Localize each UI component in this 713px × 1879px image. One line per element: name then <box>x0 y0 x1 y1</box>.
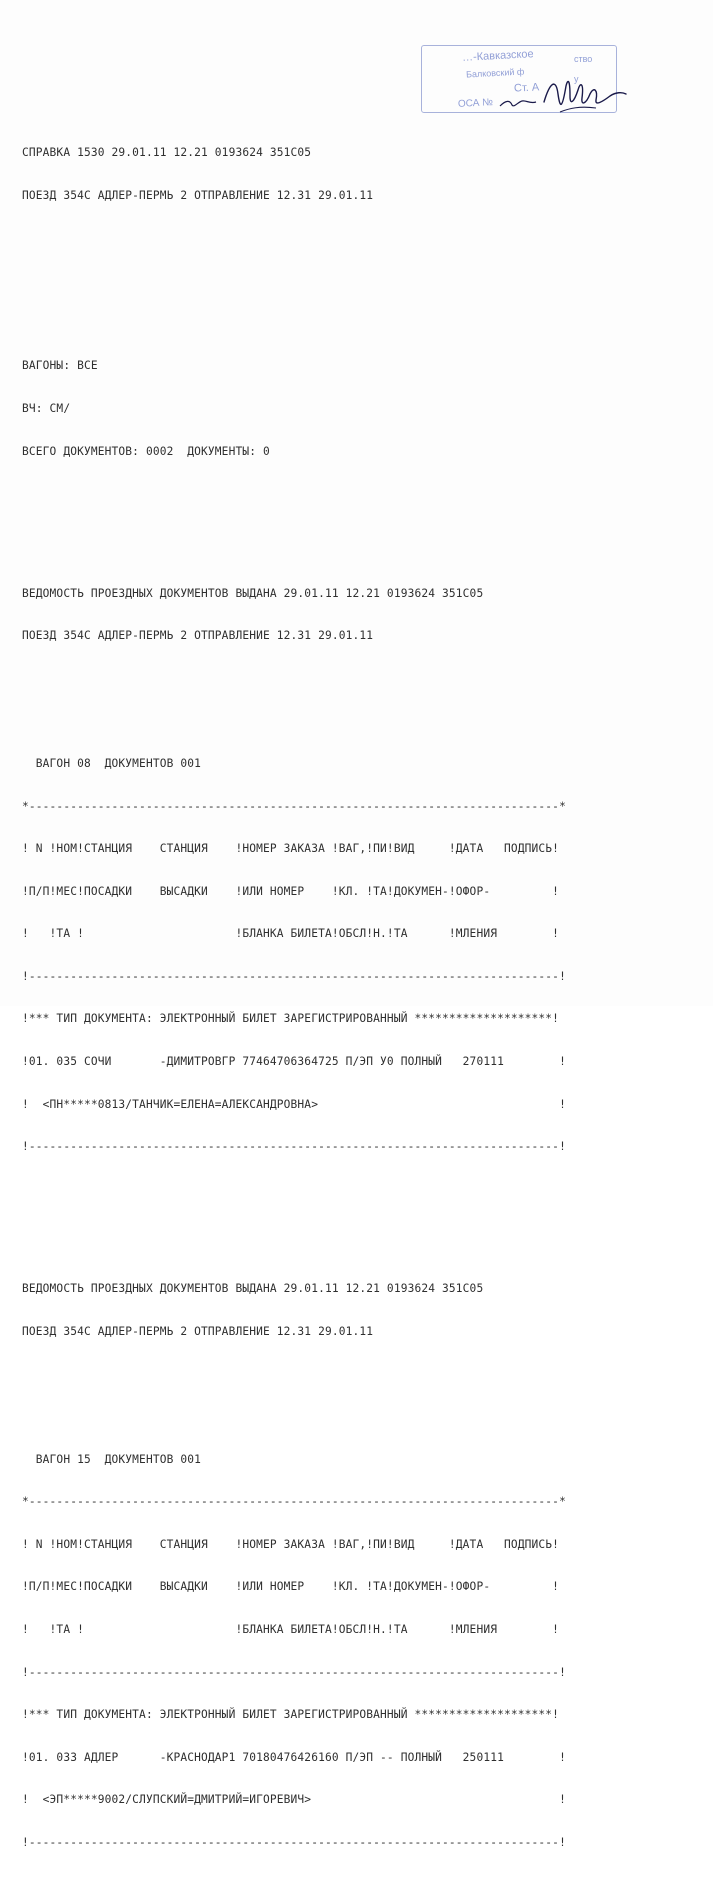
table-border: *-----------------------------------------------------------------------------* <box>22 1495 566 1509</box>
statement-line: ВЕДОМОСТЬ ПРОЕЗДНЫХ ДОКУМЕНТОВ ВЫДАНА 29.01.11 12.21 0193624 351С05 <box>22 1282 484 1296</box>
table-border: !-----------------------------------------------------------------------------! <box>22 1665 566 1679</box>
table-border: !-----------------------------------------------------------------------------! <box>22 1835 566 1849</box>
stamp-line: у <box>574 74 579 84</box>
table-row: !01. 033 АДЛЕР -КРАСНОДАР1 70180476426160 П/ЭП -- ПОЛНЫЙ 250111 ! <box>22 1750 566 1764</box>
table-row: !01. 035 СОЧИ -ДИМИТРОВГР 77464706364725 П/ЭП У0 ПОЛНЫЙ 270111 ! <box>22 1055 566 1069</box>
train-line: ПОЕЗД 354С АДЛЕР-ПЕРМЬ 2 ОТПРАВЛЕНИЕ 12.31 29.01.11 <box>22 189 374 202</box>
table-header: ! !ТА ! !БЛАНКА БИЛЕТА!ОБСЛ!Н.!ТА !МЛЕНИЯ ! <box>22 927 560 941</box>
statement-line: ВЕДОМОСТЬ ПРОЕЗДНЫХ ДОКУМЕНТОВ ВЫДАНА 29.01.11 12.21 0193624 351С05 <box>22 586 484 600</box>
table-border: !-----------------------------------------------------------------------------! <box>22 969 566 983</box>
table-header: !П/П!МЕС!ПОСАДКИ ВЫСАДКИ !ИЛИ НОМЕР !КЛ. !ТА!ДОКУМЕН-!ОФОР- ! <box>22 1580 560 1594</box>
ticket-printout <box>22 118 702 1879</box>
document-type-line: !*** ТИП ДОКУМЕНТА: ЭЛЕКТРОННЫЙ БИЛЕТ ЗАРЕГИСТРИРОВАННЫЙ ********************! <box>22 1012 560 1026</box>
handwritten-mark <box>498 96 538 110</box>
stamp-line: …-Кавказское <box>461 48 534 64</box>
passenger-line: ! <ПН*****0813/ТАНЧИК=ЕЛЕНА=АЛЕКСАНДРОВНА> ! <box>22 1097 566 1111</box>
document-type-line: !*** ТИП ДОКУМЕНТА: ЭЛЕКТРОННЫЙ БИЛЕТ ЗАРЕГИСТРИРОВАННЫЙ ********************! <box>22 1708 560 1722</box>
table-header: ! N !НОМ!СТАНЦИЯ СТАНЦИЯ !НОМЕР ЗАКАЗА !ВАГ,!ПИ!ВИД !ДАТА ПОДПИСЬ! <box>22 1537 560 1551</box>
table-border: !-----------------------------------------------------------------------------! <box>22 1140 566 1154</box>
stamp-line: Ст. А <box>513 81 540 95</box>
wagons-line: ВАГОНЫ: ВСЕ <box>22 359 98 373</box>
train-line: ПОЕЗД 354С АДЛЕР-ПЕРМЬ 2 ОТПРАВЛЕНИЕ 12.31 29.01.11 <box>22 629 374 643</box>
wagon-heading: ВАГОН 08 ДОКУМЕНТОВ 001 <box>22 756 202 770</box>
total-documents-line: ВСЕГО ДОКУМЕНТОВ: 0002 ДОКУМЕНТЫ: 0 <box>22 444 270 458</box>
table-border: *-----------------------------------------------------------------------------* <box>22 799 566 813</box>
vch-line: ВЧ: СМ/ <box>22 401 71 415</box>
stamp-line: Балковский ф <box>465 66 525 80</box>
stamp-line: ОСА № <box>457 97 494 110</box>
stamp-line: ство <box>574 54 593 64</box>
spravka-line: СПРАВКА 1530 29.01.11 12.21 0193624 351С05 <box>22 146 312 160</box>
table-header: !П/П!МЕС!ПОСАДКИ ВЫСАДКИ !ИЛИ НОМЕР !КЛ. !ТА!ДОКУМЕН-!ОФОР- ! <box>22 884 560 898</box>
wagon-heading: ВАГОН 15 ДОКУМЕНТОВ 001 <box>22 1452 202 1466</box>
handwritten-signature <box>540 72 630 118</box>
table-header: ! !ТА ! !БЛАНКА БИЛЕТА!ОБСЛ!Н.!ТА !МЛЕНИЯ ! <box>22 1623 560 1636</box>
table-header: ! N !НОМ!СТАНЦИЯ СТАНЦИЯ !НОМЕР ЗАКАЗА !ВАГ,!ПИ!ВИД !ДАТА ПОДПИСЬ! <box>22 842 560 856</box>
passenger-line: ! <ЭП*****9002/СЛУПСКИЙ=ДМИТРИЙ=ИГОРЕВИЧ> ! <box>22 1793 566 1807</box>
train-line: ПОЕЗД 354С АДЛЕР-ПЕРМЬ 2 ОТПРАВЛЕНИЕ 12.31 29.01.11 <box>22 1324 374 1338</box>
